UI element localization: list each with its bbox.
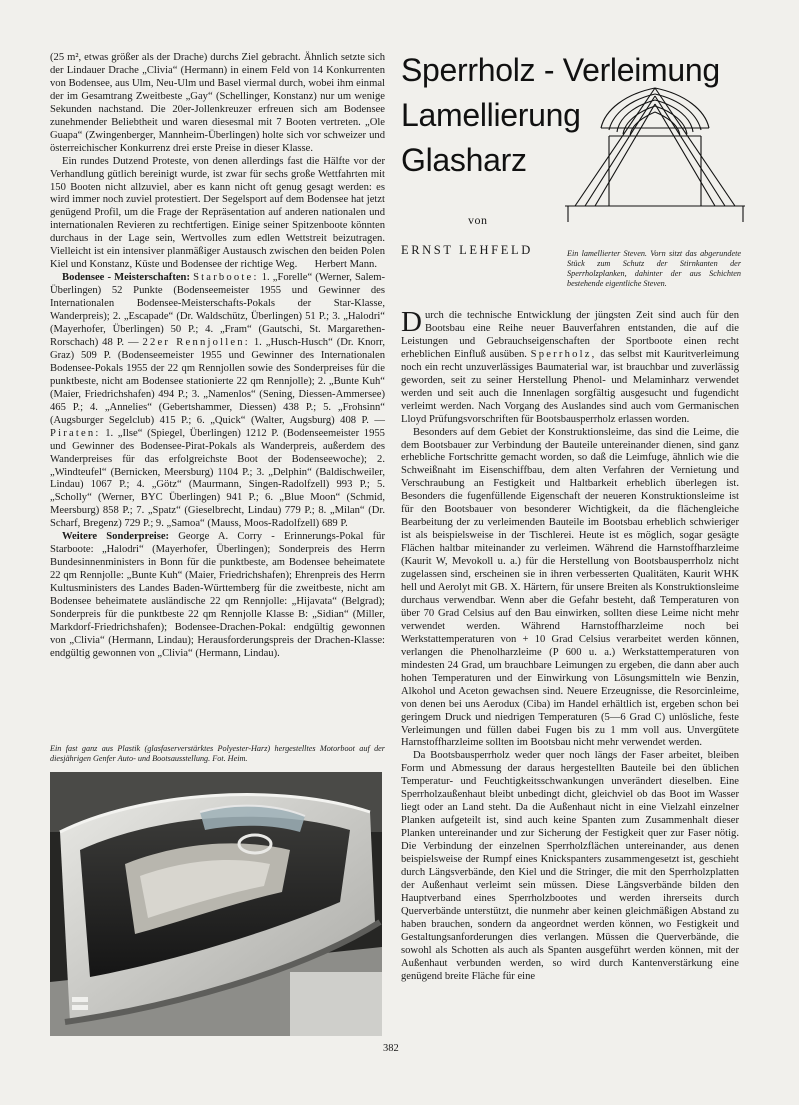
byline-von: von bbox=[468, 213, 488, 227]
figure-caption: Ein lamellierter Steven. Vorn sitzt das abgerundete Stück zum Schutz der Stirnkanten der Sperrholzplanken, dahinter der aus Schichten bestehende eigentliche Steven. bbox=[567, 249, 741, 288]
article-paragraph: Besonders auf dem Gebiet der Konstruktionsleime, das sind die Leime, die dem Bootsbauer zur Verbindung der Bauteile untereinander dienen, sind ganz erhebliche Fortschritte gemacht worden, so daß die Leimfuge, ähnlich wie die Schweißnaht im Eisenschiffbau, dem alten Verfahren der Vernietung und Verschraubung an Festigkeit und Haltbarkeit erheblich überlegen ist. Besonders die fugenfüllende Eigenschaft der neueren Konstruktionsleime ist für den Bootsbauer von besonderer Wichtigkeit, da die flächengleiche Bearbeitung der zu verleimenden Bauteile im Bootsbau erheblich schwieriger ist als beispielsweise in der Tischlerei. Heute ist es möglich, sogar gesägte Flächen haltbar miteinander zu verleimen. Während die Harnstoffharzleime (Kaurit W, Mevokoll u. a.) für die Herstellung von Bootsbausperrholz nicht zugelassen sind, erscheinen sie in ihren verbesserten Qualitäten, Kaurit WHK hell und Aerolyt mit GB. X. Härtern, für unsere Breiten als Konstruktionsleime durchaus verwendbar. Wenn aber die Gefahr besteht, daß Temperaturen von über 70 Grad Celsius auf den Bau einwirken, sollten diese Leime nicht mehr verwendet werden. Während Harnstoffharzleime noch bei Werkstattemperaturen von + 10 Grad Celsius verarbeitet werden können, verlangen die Phenolharzleime (P 600 u. a.) Werkstattemperaturen von mindesten 24 Grad, um brauchbare Leimungen zu ergeben, die dann aber auch hohen Temperaturen und der Einwirkung von Lösungsmitteln wie Benzin, Alkohol und Aceton gewachsen sind. Neuere Erzeugnisse, die Resorcinleime, von denen bei uns Aerodux (Ciba) im Handel erhältlich ist, ergeben schon bei geringem Druck und niedrigen Temperaturen (5—6 Grad C) unlösliche, feste Verleimungen und füllen dabei Fugen bis zu 1 mm voll aus. Unvergütete Harnstoffharzleime sollten im Bootsbau nicht mehr verwendet werden. bbox=[401, 426, 739, 749]
stem-diagram bbox=[565, 82, 745, 242]
article-author: ERNST LEHFELD bbox=[401, 243, 533, 257]
lamellated-stem-figure bbox=[565, 82, 745, 247]
report-text: Ein rundes Dutzend Proteste, von denen allerdings fast die Hälfte vor der Verhandlung gütlich bereinigt wurde, ist zwar für sechs große Wettfahrten mit 150 Booten nicht allzuviel, aber es kann nicht oft genug gesagt werden: es wird immer noch zuviel protestiert. Der Segelsport auf dem Bodensee hat jetzt genügend Profil, um die Frage der Repräsentation auf anderen nationalen und internationalen Revieren zu rechtfertigen. Einige seiner Spitzenboote könnten durchaus in der Lage sein, Wertvolles zum edlen Wettstreit beizutragen. Vielleicht ist ein intensiver planmäßiger Austausch zwischen den beiden Polen Kiel und Konstanz, Küste und Bodensee der richtige Weg. bbox=[50, 155, 385, 271]
drop-cap: D bbox=[401, 306, 422, 338]
article-text: das selbst mit Kauritverleimung noch ein recht unzuverlässiges Baumaterial war, ist brauchbar und zuverlässig geworden, seit zu seiner Herstellung Phenol- und Melaminharz verwendet werden und seit auch die Innenlagen sorgfältig ausgesucht und fugendicht verleimt werden. Nach Vorgang des Auslandes sind auch vom Germanischen Lloyd Prüfungsvorschriften für Bootsbausperrholz erlassen worden. bbox=[401, 348, 739, 425]
article-term: Sperrholz, bbox=[530, 348, 597, 360]
article-title-line: Lamellierung bbox=[401, 97, 581, 133]
special-prizes-heading: Weitere Sonderpreise: bbox=[62, 531, 170, 543]
class-label-rennjollen: 22er Rennjollen: bbox=[142, 336, 250, 348]
photo-caption: Ein fast ganz aus Plastik (glasfaserverstärktes Polyester-Harz) hergestelltes Motorboot auf der diesjährigen Genfer Auto- und Bootsausstellung. Fot. Heim. bbox=[50, 744, 385, 763]
motorboat-photo bbox=[50, 772, 382, 1036]
results-paragraph bbox=[50, 272, 385, 531]
report-paragraph: (25 m², etwas größer als der Drache) durchs Ziel gebracht. Ähnlich setzte sich der Lindauer Drache „Clivia“ (Hermann) in einem Feld von 14 Konkurrenten von Bodensee, aus Ulm, Neu-Ulm und Basel viermal durch, wobei ihm einmal der im Gesamtrang Zweitbeste „Gay“ (Schellinger, Konstanz) nur um wenige Sekunden nachstand. Die 20er-Jollenkreuzer erfreuen sich am Bodensee zunehmender Beliebtheit und waren diesesmal mit 7 Booten vertreten. „Ole Guapa“ (Zwingenberger, Mannheim-Überlingen) holte sich vor schweizer und österreichischer Konkurrenz drei erste Preise in dieser Klasse. bbox=[50, 52, 385, 154]
class-label-piraten: Piraten: bbox=[50, 427, 101, 439]
article-paragraph: Da Bootsbausperrholz weder quer noch längs der Faser arbeitet, bleiben Form und Abmessung der daraus hergestellten Bauteile bei den üblichen Temperatur- und Feuchtigkeitsschwankungen unverändert dieselben. Eine Sperrholzaußenhaut bleibt unbedingt dicht, gleichviel ob das Boot im Wasser liegt oder an Land steht. Da die Außenhaut nicht in eine Vielzahl einzelner Planken aufgeteilt ist, sind auch keine Spanten zum Zusammenhalt dieser Planken untereinander und zur Sicherung der Festigkeit quer zur Faser nötig. Die Verbindung der einzelnen Sperrholzflächen untereinander, aus denen beispielsweise der Rumpf eines Knickspanters zusammengesetzt ist, geschieht durch Längsverbände, den Kiel und die Stringer, die mit den Sperrholzplatten der Außenhaut verleimt sein müssen. Diese Längsverbände bilden den Hauptverband eines Sperrholzbootes und werden ihrerseits durch Querverbände unterstützt, die nunmehr aber keinen gleichmäßigen Abstand zu haben brauchen, sondern da angeordnet werden können, wo Festigkeit und Gestaltungsanforderungen dies verlangen. Müssen die Querverbände, die sowohl als Schotten als auch als Spanten ausgeführt werden können, mit der Außenhaut verbunden werden, so wird durch Kantenverstärkung eine genügend breite Fläche für eine bbox=[401, 750, 739, 982]
class-label-starboote: Starboote: bbox=[193, 272, 259, 284]
report-paragraph bbox=[50, 156, 385, 273]
special-prizes-text: George A. Corry - Erinnerungs-Pokal für Starboote: „Halodri“ (Mayerhofer, Überlingen); Sonderpreis des Herrn Bundesinnenministers in Bonn für die punktbeste, am Bodensee beheimatete 22 qm Rennjolle: „Bunte Kuh“ (Maier, Friedrichshafen); Ehrenpreis des Herrn Kultusministers des Landes Baden-Württemberg für die zweitbeste, nicht am Bodensee beheimatete ausländische 22 qm Rennjolle: „Hijavata“ (Belgrad); Sonderpreis für die punktbeste 22 qm Rennjolle Klasse B: „Sidian“ (Miller, Markdorf-Friedrichshafen); Bodensee-Drachen-Pokal: endgültig gewonnen von „Clivia“ (Hermann, Lindau); Herausforderungspreis der Drachen-Klasse: endgültig gewonnen von „Clivia“ (Hermann, Lindau). bbox=[50, 531, 385, 659]
motorboat-illustration bbox=[50, 772, 382, 1036]
article-paragraph bbox=[401, 306, 739, 427]
results-text: 1. „Ilse“ (Spiegel, Überlingen) 1212 P. (Bodenseemeister 1955 und Gewinner des Bodensee-Pirat-Pokals als Wanderpreis, außerdem des Wanderpreises für das erfolgreichste Boot der Bodenseewoche); 2. „Windteufel“ (Bernicken, Meersburg) 1104 P.; 3. „Delphin“ (Baldischweiler, Lindau) 1067 P.; 4. „Götz“ (Maurmann, Singen-Radolfzell) 993 P.; 5. „Scholly“ (Werner, BYC Überlingen) 941 P.; 6. „Blue Moon“ (Schmid, Meersburg) 858 P.; 7. „Spatz“ (Gieselbrecht, Lindau) 779 P.; 8. „Milan“ (Dr. Scharf, Bregenz) 729 P.; 9. „Samoa“ (Mauss, Moos-Radolfzell) 689 P. bbox=[50, 427, 385, 530]
article-title-line: Sperrholz - Verleimung bbox=[401, 52, 720, 88]
results-heading: Bodensee - Meisterschaften: bbox=[62, 272, 190, 284]
article-body-column bbox=[401, 306, 739, 984]
article-title-line: Glasharz bbox=[401, 142, 527, 178]
report-signature: Herbert Mann. bbox=[314, 259, 377, 271]
results-text: 1. „Forelle“ (Werner, Salem-Überlingen) 52 Punkte (Bodenseemeister 1955 und Gewinner des Internationalen Bodensee-Meisterschafts-Pokals der Star-Klasse, Wanderpreis); 2. „Escapade“ (Dr. Waldschütz, Überlingen) 51 P.; 3. „Halodri“ (Mayerhofer, Überlingen) 50 P.; 4. „Fram“ (Gautschi, St. Margarethen-Rorschach) 48 P. — bbox=[50, 272, 385, 348]
special-prizes-paragraph bbox=[50, 531, 385, 661]
article-text: urch die technische Entwicklung der jüngsten Zeit sind auch für den Bootsbau eine Reihe neuer Bauverfahren entstanden, die auf die Leistungen und Gebrauchseigenschaften der Sportboote einen recht erheblichen Einfluß ausüben. bbox=[401, 310, 739, 360]
regatta-report-column bbox=[50, 52, 385, 661]
page-number: 382 bbox=[383, 1043, 399, 1054]
results-text: 1. „Husch-Husch“ (Dr. Knorr, Graz) 509 P. (Bodenseemeister 1955 und Gewinner des Internationalen Bodensee-Pokals 1955 der 22 qm Rennjollen sowie des Sonderpreises für die punktbeste, nicht am Bodensee stationierte 22 qm Rennjolle); 2. „Bunte Kuh“ (Maier, Friedrichshafen) 494 P.; 3. „Namenlos“ (Sening, Diessen-Ammersee) 465 P.; 4. „Annelies“ (Gebertshammer, Diessen) 438 P.; 5. „Frohsinn“ (Augsburger Segelclub) 415 P.; 6. „Quick“ (Walter, Augsburg) 408 P. — bbox=[50, 336, 385, 426]
